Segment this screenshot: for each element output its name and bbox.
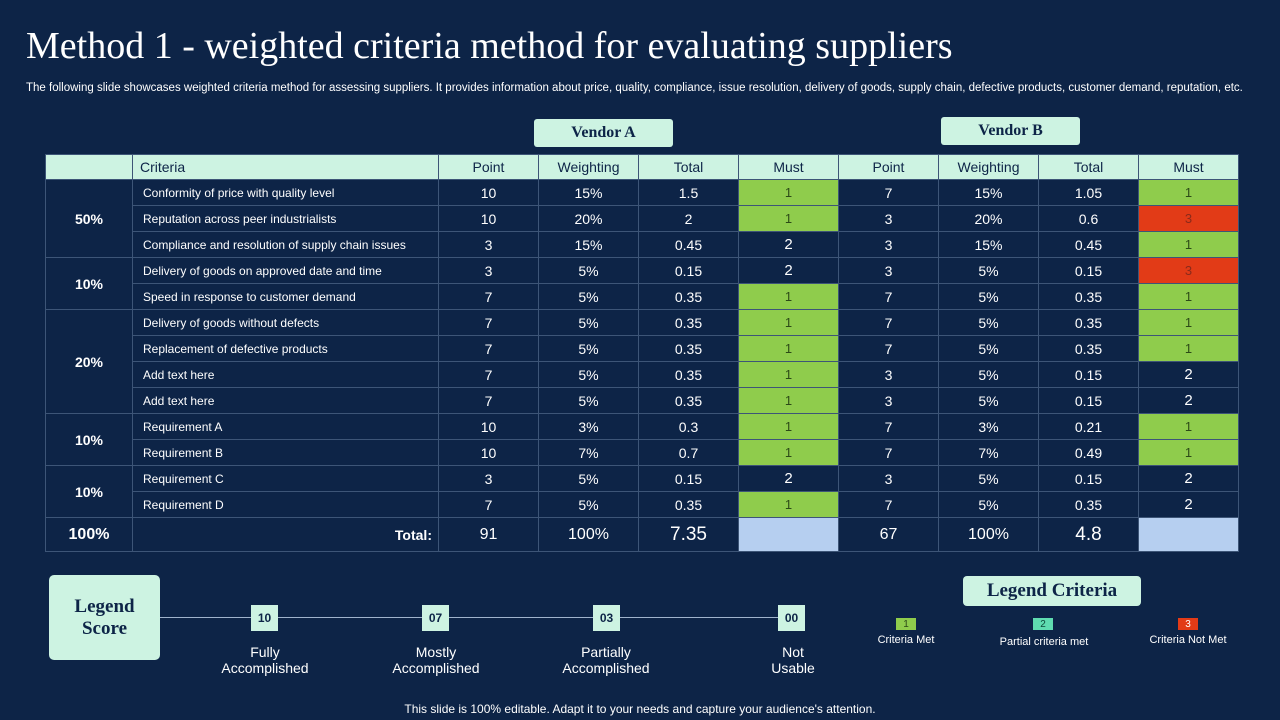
criteria-cell: Conformity of price with quality level — [133, 180, 439, 206]
vendor-a-total-cell: 0.35 — [639, 284, 739, 310]
vendor-a-must-cell: 2 — [739, 258, 839, 284]
group-weight: 10% — [46, 414, 133, 466]
vendor-b-must-cell: 3 — [1139, 258, 1239, 284]
criteria-cell: Delivery of goods without defects — [133, 310, 439, 336]
vendor-a-total-cell: 2 — [639, 206, 739, 232]
header-a-total: Total — [639, 155, 739, 180]
vendor-a-point-cell: 10 — [439, 414, 539, 440]
score-label-not-usable — [723, 644, 863, 676]
table-row — [46, 284, 1239, 310]
score-label-mostly-line2: Accomplished — [392, 660, 480, 676]
vendor-b-total-cell: 1.05 — [1039, 180, 1139, 206]
header-a-must: Must — [739, 155, 839, 180]
vendor-b-point-cell: 7 — [839, 284, 939, 310]
vendor-a-must-cell: 1 — [739, 388, 839, 414]
vendor-a-total-weighting: 100% — [539, 518, 639, 552]
vendor-a-must-cell: 2 — [739, 466, 839, 492]
score-label-fully-line2: Accomplished — [221, 660, 309, 676]
vendor-b-weighting-cell: 15% — [939, 180, 1039, 206]
header-a-weighting: Weighting — [539, 155, 639, 180]
criteria-cell: Replacement of defective products — [133, 336, 439, 362]
score-label-fully-line1: Fully — [250, 644, 280, 660]
vendor-a-total-score: 7.35 — [639, 518, 739, 552]
vendor-b-point-cell: 3 — [839, 388, 939, 414]
partial-criteria-label: Partial criteria met — [999, 636, 1089, 648]
vendor-b-weighting-cell: 5% — [939, 310, 1039, 336]
vendor-b-total-cell: 0.15 — [1039, 388, 1139, 414]
vendor-b-total-cell: 0.15 — [1039, 466, 1139, 492]
criteria-cell: Delivery of goods on approved date and time — [133, 258, 439, 284]
vendor-b-point-cell: 7 — [839, 414, 939, 440]
vendor-a-point-cell: 10 — [439, 180, 539, 206]
vendor-b-weighting-cell: 5% — [939, 466, 1039, 492]
vendor-b-point-cell: 7 — [839, 440, 939, 466]
criteria-cell: Speed in response to customer demand — [133, 284, 439, 310]
weighted-criteria-table — [45, 154, 1239, 552]
table-row — [46, 232, 1239, 258]
vendor-a-total-cell: 0.35 — [639, 388, 739, 414]
vendor-b-point-cell: 7 — [839, 336, 939, 362]
total-weight: 100% — [46, 518, 133, 552]
criteria-not-met-swatch: 3 — [1178, 618, 1198, 630]
page-title: Method 1 - weighted criteria method for evaluating suppliers — [26, 25, 953, 67]
score-node-partially: 03 — [593, 605, 620, 631]
vendor-b-weighting-cell: 15% — [939, 232, 1039, 258]
vendor-b-total-point: 67 — [839, 518, 939, 552]
total-row — [46, 518, 1239, 552]
vendor-b-point-cell: 3 — [839, 232, 939, 258]
vendor-a-weighting-cell: 5% — [539, 258, 639, 284]
vendor-a-weighting-cell: 5% — [539, 388, 639, 414]
score-label-partially-line1: Partially — [581, 644, 631, 660]
vendor-b-total-cell: 0.35 — [1039, 336, 1139, 362]
partial-criteria-swatch: 2 — [1033, 618, 1053, 630]
vendor-a-total-cell: 0.45 — [639, 232, 739, 258]
vendor-a-must-cell: 1 — [739, 440, 839, 466]
vendor-b-point-cell: 3 — [839, 362, 939, 388]
table-row — [46, 258, 1239, 284]
vendor-a-point-cell: 7 — [439, 336, 539, 362]
vendor-b-must-cell: 1 — [1139, 284, 1239, 310]
vendor-a-total-cell: 0.35 — [639, 336, 739, 362]
vendor-b-must-cell: 2 — [1139, 492, 1239, 518]
criteria-cell: Compliance and resolution of supply chain issues — [133, 232, 439, 258]
vendor-b-weighting-cell: 5% — [939, 388, 1039, 414]
vendor-b-weighting-cell: 5% — [939, 258, 1039, 284]
score-label-mostly — [366, 644, 506, 676]
header-b-point: Point — [839, 155, 939, 180]
vendor-b-total-cell: 0.45 — [1039, 232, 1139, 258]
score-label-not-usable-line1: Not — [782, 644, 804, 660]
vendor-a-must-cell: 1 — [739, 206, 839, 232]
score-label-partially-line2: Accomplished — [562, 660, 650, 676]
criteria-not-met-label: Criteria Not Met — [1149, 634, 1227, 646]
vendor-b-total-cell: 0.35 — [1039, 284, 1139, 310]
vendor-b-point-cell: 3 — [839, 466, 939, 492]
vendor-a-weighting-cell: 3% — [539, 414, 639, 440]
vendor-b-point-cell: 3 — [839, 206, 939, 232]
vendor-a-point-cell: 7 — [439, 284, 539, 310]
vendor-a-weighting-cell: 5% — [539, 336, 639, 362]
table-row — [46, 440, 1239, 466]
vendor-a-total-cell: 0.15 — [639, 258, 739, 284]
header-a-point: Point — [439, 155, 539, 180]
vendor-a-point-cell: 10 — [439, 440, 539, 466]
criteria-cell: Requirement C — [133, 466, 439, 492]
vendor-b-must-cell: 2 — [1139, 362, 1239, 388]
vendor-a-total-point: 91 — [439, 518, 539, 552]
vendor-a-weighting-cell: 5% — [539, 492, 639, 518]
vendor-a-weighting-cell: 20% — [539, 206, 639, 232]
vendor-a-must-cell: 1 — [739, 362, 839, 388]
legend-criteria-title: Legend Criteria — [963, 576, 1141, 606]
table-row — [46, 466, 1239, 492]
vendor-b-total-cell: 0.49 — [1039, 440, 1139, 466]
vendor-b-total-cell: 0.6 — [1039, 206, 1139, 232]
criteria-cell: Reputation across peer industrialists — [133, 206, 439, 232]
vendor-b-total-score: 4.8 — [1039, 518, 1139, 552]
score-label-not-usable-line2: Usable — [771, 660, 815, 676]
vendor-a-point-cell: 10 — [439, 206, 539, 232]
score-label-fully — [195, 644, 335, 676]
vendor-b-total-cell: 0.35 — [1039, 310, 1139, 336]
vendor-b-weighting-cell: 20% — [939, 206, 1039, 232]
vendor-a-weighting-cell: 5% — [539, 362, 639, 388]
vendor-b-point-cell: 7 — [839, 180, 939, 206]
vendor-a-weighting-cell: 5% — [539, 466, 639, 492]
vendor-b-point-cell: 7 — [839, 492, 939, 518]
vendor-b-total-must — [1139, 518, 1239, 552]
vendor-a-must-cell: 1 — [739, 336, 839, 362]
criteria-met-swatch: 1 — [896, 618, 916, 630]
vendor-a-weighting-cell: 15% — [539, 180, 639, 206]
vendor-b-must-cell: 1 — [1139, 336, 1239, 362]
vendor-a-point-cell: 7 — [439, 388, 539, 414]
vendor-b-weighting-cell: 5% — [939, 336, 1039, 362]
score-node-mostly: 07 — [422, 605, 449, 631]
vendor-a-total-cell: 0.7 — [639, 440, 739, 466]
vendor-b-must-cell: 2 — [1139, 388, 1239, 414]
vendor-a-total-must — [739, 518, 839, 552]
header-b-must: Must — [1139, 155, 1239, 180]
vendor-a-point-cell: 3 — [439, 466, 539, 492]
group-weight: 10% — [46, 258, 133, 310]
vendor-b-badge: Vendor B — [941, 117, 1080, 145]
vendor-b-must-cell: 3 — [1139, 206, 1239, 232]
vendor-a-total-cell: 0.35 — [639, 362, 739, 388]
vendor-b-total-weighting: 100% — [939, 518, 1039, 552]
vendor-a-must-cell: 1 — [739, 310, 839, 336]
page-subtitle: The following slide showcases weighted criteria method for assessing suppliers. It provides information about price, quality, compliance, issue resolution, delivery of goods, supply chain, defective products, customer demand, reputation, etc. — [26, 82, 1243, 94]
table-row — [46, 492, 1239, 518]
vendor-b-total-cell: 0.35 — [1039, 492, 1139, 518]
score-node-fully: 10 — [251, 605, 278, 631]
table-row — [46, 362, 1239, 388]
header-b-weighting: Weighting — [939, 155, 1039, 180]
table-row — [46, 388, 1239, 414]
vendor-b-point-cell: 3 — [839, 258, 939, 284]
vendor-a-must-cell: 1 — [739, 180, 839, 206]
vendor-a-must-cell: 1 — [739, 492, 839, 518]
vendor-b-must-cell: 1 — [1139, 232, 1239, 258]
vendor-b-total-cell: 0.15 — [1039, 362, 1139, 388]
group-weight: 20% — [46, 310, 133, 414]
table-row — [46, 206, 1239, 232]
vendor-a-total-cell: 0.35 — [639, 310, 739, 336]
table-row — [46, 336, 1239, 362]
vendor-b-weighting-cell: 3% — [939, 414, 1039, 440]
vendor-b-must-cell: 1 — [1139, 180, 1239, 206]
criteria-met-label: Criteria Met — [877, 634, 935, 646]
vendor-b-must-cell: 1 — [1139, 414, 1239, 440]
vendor-a-point-cell: 7 — [439, 362, 539, 388]
table-header-row — [46, 155, 1239, 180]
vendor-b-point-cell: 7 — [839, 310, 939, 336]
vendor-a-weighting-cell: 15% — [539, 232, 639, 258]
legend-score-title — [49, 575, 160, 660]
vendor-a-point-cell: 7 — [439, 492, 539, 518]
legend-score-title-line2: Score — [81, 617, 128, 639]
vendor-b-weighting-cell: 5% — [939, 492, 1039, 518]
vendor-b-must-cell: 2 — [1139, 466, 1239, 492]
score-node-not-usable: 00 — [778, 605, 805, 631]
total-label: Total: — [133, 518, 439, 552]
vendor-a-weighting-cell: 5% — [539, 310, 639, 336]
vendor-a-point-cell: 7 — [439, 310, 539, 336]
vendor-a-point-cell: 3 — [439, 258, 539, 284]
vendor-b-weighting-cell: 7% — [939, 440, 1039, 466]
group-weight: 50% — [46, 180, 133, 258]
header-blank — [46, 155, 133, 180]
vendor-b-weighting-cell: 5% — [939, 362, 1039, 388]
table-row — [46, 414, 1239, 440]
vendor-a-total-cell: 1.5 — [639, 180, 739, 206]
vendor-a-total-cell: 0.15 — [639, 466, 739, 492]
vendor-b-total-cell: 0.15 — [1039, 258, 1139, 284]
score-label-partially — [536, 644, 676, 676]
vendor-b-total-cell: 0.21 — [1039, 414, 1139, 440]
table-row — [46, 310, 1239, 336]
criteria-cell: Requirement A — [133, 414, 439, 440]
vendor-a-point-cell: 3 — [439, 232, 539, 258]
footer-note: This slide is 100% editable. Adapt it to your needs and capture your audience's attention. — [404, 702, 876, 716]
vendor-a-must-cell: 1 — [739, 284, 839, 310]
vendor-a-weighting-cell: 7% — [539, 440, 639, 466]
vendor-b-must-cell: 1 — [1139, 310, 1239, 336]
criteria-cell: Requirement B — [133, 440, 439, 466]
vendor-a-total-cell: 0.35 — [639, 492, 739, 518]
table-row — [46, 180, 1239, 206]
legend-score-title-line1: Legend — [74, 595, 135, 617]
group-weight: 10% — [46, 466, 133, 518]
vendor-a-badge: Vendor A — [534, 119, 673, 147]
vendor-b-must-cell: 1 — [1139, 440, 1239, 466]
vendor-a-must-cell: 1 — [739, 414, 839, 440]
vendor-a-must-cell: 2 — [739, 232, 839, 258]
header-criteria: Criteria — [133, 155, 439, 180]
criteria-cell: Requirement D — [133, 492, 439, 518]
header-b-total: Total — [1039, 155, 1139, 180]
vendor-a-weighting-cell: 5% — [539, 284, 639, 310]
vendor-a-total-cell: 0.3 — [639, 414, 739, 440]
vendor-b-weighting-cell: 5% — [939, 284, 1039, 310]
criteria-cell: Add text here — [133, 388, 439, 414]
criteria-cell: Add text here — [133, 362, 439, 388]
score-label-mostly-line1: Mostly — [415, 644, 457, 660]
